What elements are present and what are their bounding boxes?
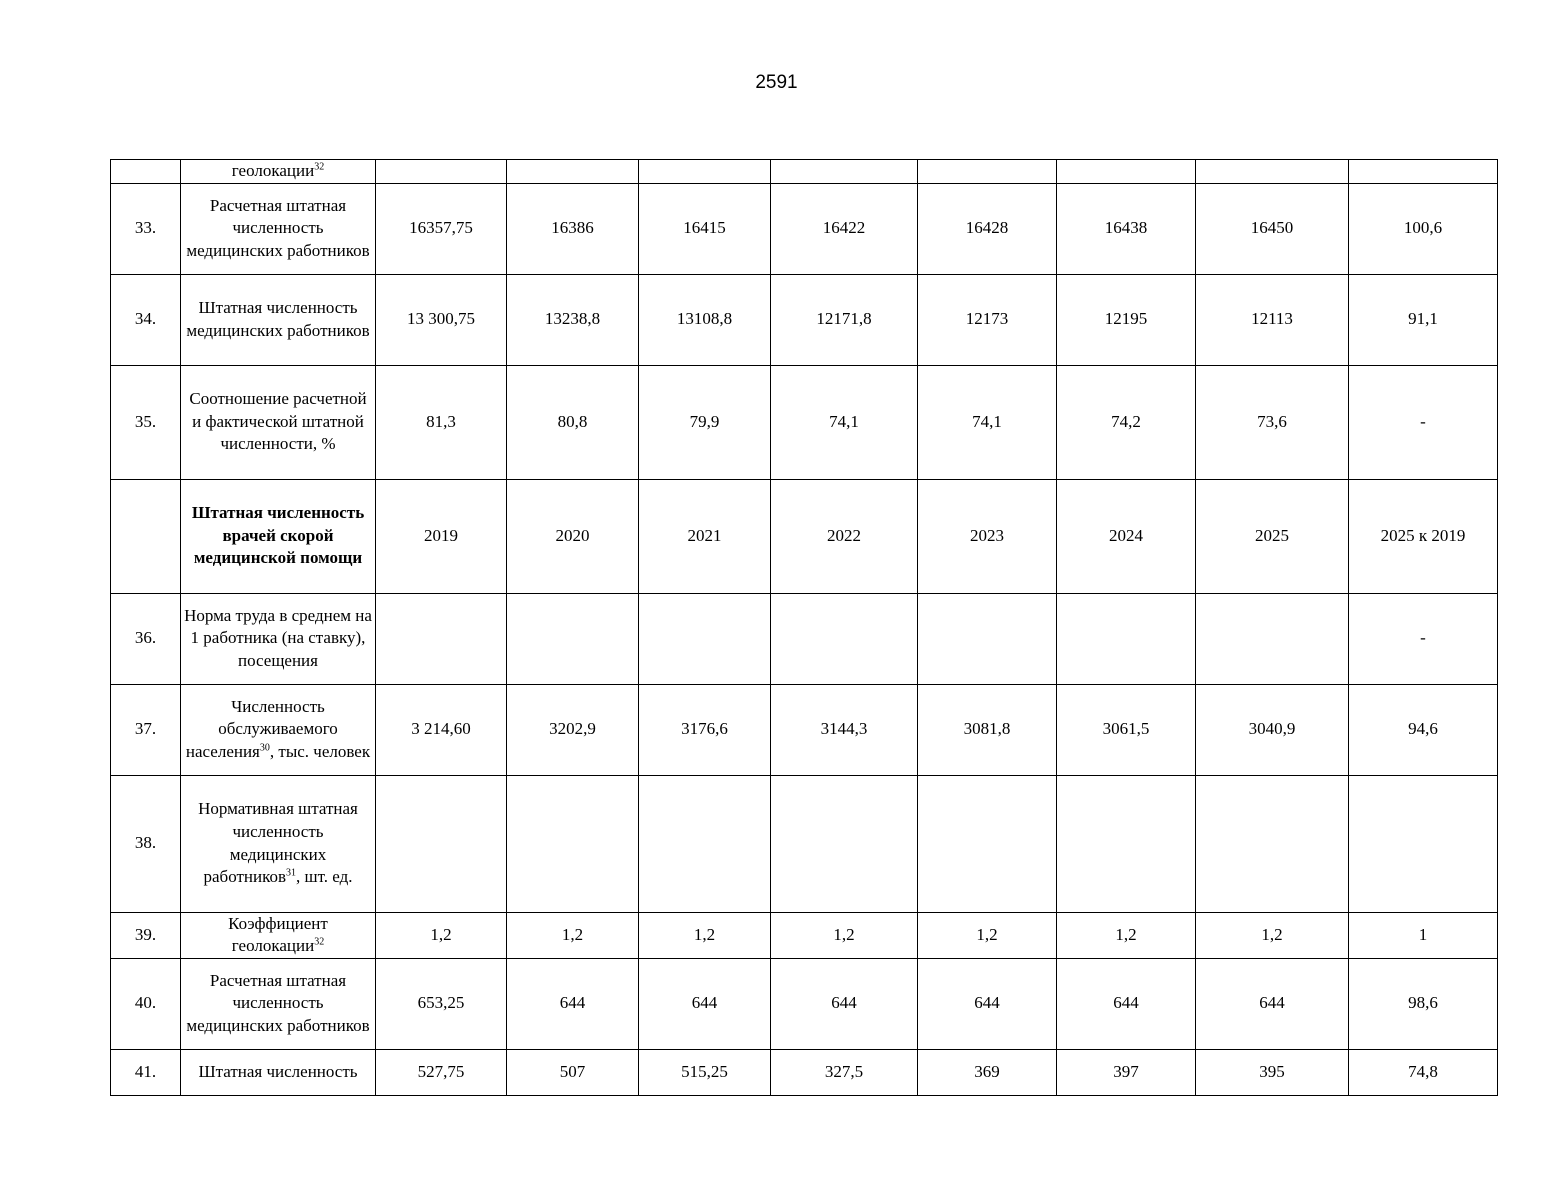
table-row <box>111 183 1498 274</box>
row-label: геолокации$^{32}$ <box>181 160 376 184</box>
cell-2020 <box>507 160 639 184</box>
footnote-mark: 31 <box>286 867 297 879</box>
cell-2023: 74,1 <box>918 365 1057 479</box>
cell-2022 <box>771 775 918 912</box>
cell-2021: 1,2 <box>639 912 771 958</box>
row-number: 37. <box>111 684 181 775</box>
cell-2023: 1,2 <box>918 912 1057 958</box>
cell-2022: 327,5 <box>771 1049 918 1095</box>
cell-2021: 644 <box>639 958 771 1049</box>
footnote-mark: 32 <box>314 161 325 173</box>
cell-2025 <box>1196 160 1349 184</box>
cell-2021 <box>639 593 771 684</box>
cell-2019: 1,2 <box>376 912 507 958</box>
row-label: Нормативная штатная численность медицинских работников$^{31}$, шт. ед. <box>181 775 376 912</box>
cell-2020: 16386 <box>507 183 639 274</box>
cell-ratio: 100,6 <box>1349 183 1498 274</box>
row-label: Штатная численность медицинских работников <box>181 274 376 365</box>
cell-2020: 1,2 <box>507 912 639 958</box>
cell-2021: 515,25 <box>639 1049 771 1095</box>
cell-2022 <box>771 593 918 684</box>
table-row <box>111 365 1498 479</box>
year-header: 2024 <box>1057 479 1196 593</box>
footnote-mark: 32 <box>314 936 325 948</box>
cell-2019: 527,75 <box>376 1049 507 1095</box>
table-row <box>111 160 1498 184</box>
row-number <box>111 479 181 593</box>
row-number: 41. <box>111 1049 181 1095</box>
cell-2023: 3081,8 <box>918 684 1057 775</box>
cell-2020: 507 <box>507 1049 639 1095</box>
cell-2024: 16438 <box>1057 183 1196 274</box>
cell-2019: 13 300,75 <box>376 274 507 365</box>
cell-2022: 644 <box>771 958 918 1049</box>
cell-2023 <box>918 160 1057 184</box>
row-label: Норма труда в среднем на 1 работника (на ставку), посещения <box>181 593 376 684</box>
year-header: 2023 <box>918 479 1057 593</box>
cell-ratio: 98,6 <box>1349 958 1498 1049</box>
section-header-row <box>111 479 1498 593</box>
table-row <box>111 958 1498 1049</box>
page-number: 2591 <box>755 72 798 93</box>
year-header: 2021 <box>639 479 771 593</box>
row-number: 33. <box>111 183 181 274</box>
row-number: 38. <box>111 775 181 912</box>
cell-2019: 3 214,60 <box>376 684 507 775</box>
cell-ratio: 74,8 <box>1349 1049 1498 1095</box>
cell-ratio: 94,6 <box>1349 684 1498 775</box>
year-header: 2022 <box>771 479 918 593</box>
cell-2023: 644 <box>918 958 1057 1049</box>
cell-2021: 16415 <box>639 183 771 274</box>
row-label: Расчетная штатная численность медицинских работников <box>181 183 376 274</box>
cell-2024 <box>1057 593 1196 684</box>
row-label: Численность обслуживаемого населения$^{30}$, тыс. человек <box>181 684 376 775</box>
cell-2023 <box>918 593 1057 684</box>
cell-2019 <box>376 775 507 912</box>
row-number: 39. <box>111 912 181 958</box>
cell-2024: 397 <box>1057 1049 1196 1095</box>
year-header: 2019 <box>376 479 507 593</box>
row-number: 35. <box>111 365 181 479</box>
cell-2025: 73,6 <box>1196 365 1349 479</box>
cell-2021: 79,9 <box>639 365 771 479</box>
table-row <box>111 912 1498 958</box>
row-label: Коэффициент геолокации$^{32}$ <box>181 912 376 958</box>
cell-2020: 13238,8 <box>507 274 639 365</box>
row-number: 36. <box>111 593 181 684</box>
cell-2022 <box>771 160 918 184</box>
cell-2025: 1,2 <box>1196 912 1349 958</box>
cell-2025: 644 <box>1196 958 1349 1049</box>
cell-ratio <box>1349 775 1498 912</box>
row-number: 34. <box>111 274 181 365</box>
cell-2022: 1,2 <box>771 912 918 958</box>
cell-2024: 74,2 <box>1057 365 1196 479</box>
cell-2020: 80,8 <box>507 365 639 479</box>
cell-2022: 74,1 <box>771 365 918 479</box>
table-row <box>111 684 1498 775</box>
data-table <box>110 159 1498 1096</box>
table-row <box>111 593 1498 684</box>
cell-2019 <box>376 593 507 684</box>
cell-2023 <box>918 775 1057 912</box>
cell-2019 <box>376 160 507 184</box>
cell-2020: 644 <box>507 958 639 1049</box>
year-header: 2020 <box>507 479 639 593</box>
table-row <box>111 1049 1498 1095</box>
year-header: 2025 <box>1196 479 1349 593</box>
table-row <box>111 775 1498 912</box>
cell-ratio: - <box>1349 365 1498 479</box>
footnote-mark: 30 <box>259 742 270 754</box>
cell-2025 <box>1196 775 1349 912</box>
row-label: Штатная численность <box>181 1049 376 1095</box>
cell-2025: 395 <box>1196 1049 1349 1095</box>
cell-2023: 369 <box>918 1049 1057 1095</box>
cell-ratio: 91,1 <box>1349 274 1498 365</box>
cell-2023: 12173 <box>918 274 1057 365</box>
cell-2025: 16450 <box>1196 183 1349 274</box>
row-label: Расчетная штатная численность медицинских работников <box>181 958 376 1049</box>
cell-2022: 16422 <box>771 183 918 274</box>
cell-2021 <box>639 775 771 912</box>
cell-2024: 12195 <box>1057 274 1196 365</box>
cell-2025: 3040,9 <box>1196 684 1349 775</box>
cell-2020: 3202,9 <box>507 684 639 775</box>
row-label: Соотношение расчетной и фактической штатной численности, % <box>181 365 376 479</box>
cell-2021 <box>639 160 771 184</box>
cell-2019: 16357,75 <box>376 183 507 274</box>
table-row <box>111 274 1498 365</box>
section-title: Штатная численность врачей скорой медицинской помощи <box>181 479 376 593</box>
cell-2024: 3061,5 <box>1057 684 1196 775</box>
cell-2019: 653,25 <box>376 958 507 1049</box>
cell-2024: 644 <box>1057 958 1196 1049</box>
cell-2025: 12113 <box>1196 274 1349 365</box>
cell-2021: 3176,6 <box>639 684 771 775</box>
cell-ratio <box>1349 160 1498 184</box>
cell-2024 <box>1057 775 1196 912</box>
cell-2025 <box>1196 593 1349 684</box>
row-number: 40. <box>111 958 181 1049</box>
cell-2023: 16428 <box>918 183 1057 274</box>
cell-ratio: 1 <box>1349 912 1498 958</box>
ratio-header: 2025 к 2019 <box>1349 479 1498 593</box>
cell-2021: 13108,8 <box>639 274 771 365</box>
row-number <box>111 160 181 184</box>
cell-2024 <box>1057 160 1196 184</box>
cell-2020 <box>507 775 639 912</box>
cell-2019: 81,3 <box>376 365 507 479</box>
cell-2020 <box>507 593 639 684</box>
cell-2024: 1,2 <box>1057 912 1196 958</box>
cell-2022: 3144,3 <box>771 684 918 775</box>
cell-2022: 12171,8 <box>771 274 918 365</box>
cell-ratio: - <box>1349 593 1498 684</box>
